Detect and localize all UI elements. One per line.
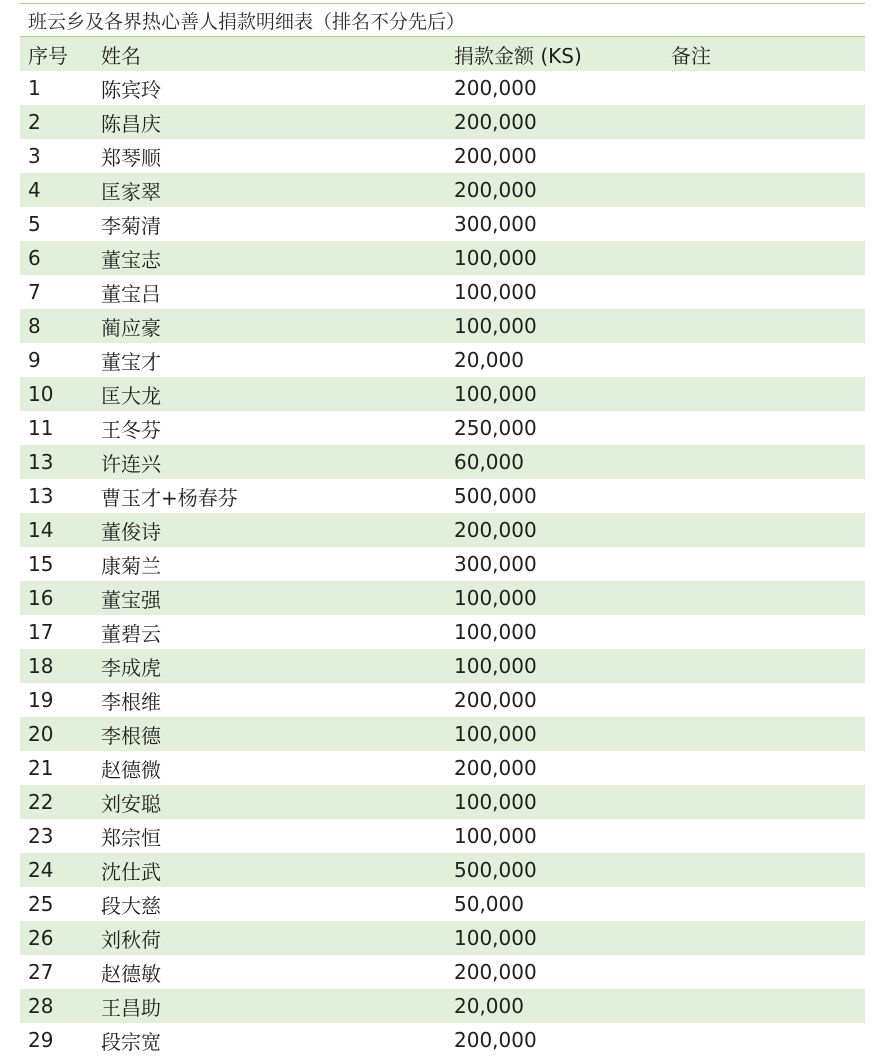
row-amount: 100,000 [454, 824, 537, 848]
row-num: 11 [28, 416, 54, 440]
row-amount: 200,000 [454, 688, 537, 712]
row-name: 许连兴 [101, 451, 161, 476]
row-num: 5 [28, 212, 41, 236]
table-header-row [20, 37, 865, 71]
row-amount: 100,000 [454, 314, 537, 338]
row-num: 10 [28, 382, 54, 406]
row-amount: 200,000 [454, 1028, 537, 1052]
row-num: 2 [28, 110, 41, 134]
row-num: 18 [28, 654, 54, 678]
table-row [20, 819, 865, 853]
row-name: 刘秋荷 [101, 927, 161, 952]
row-num: 1 [28, 76, 41, 100]
table-row [20, 445, 865, 479]
row-name: 赵德微 [101, 757, 161, 782]
header-amount: 捐款金额 (KS) [454, 43, 582, 68]
row-num: 13 [28, 450, 54, 474]
row-name: 王昌助 [101, 995, 161, 1020]
row-name: 董宝志 [101, 247, 161, 272]
table-row [20, 989, 865, 1023]
row-num: 3 [28, 144, 41, 168]
row-name: 董宝才 [101, 349, 161, 374]
row-name: 董宝吕 [101, 281, 161, 306]
row-amount: 50,000 [454, 892, 524, 916]
table-row [20, 751, 865, 785]
row-amount: 100,000 [454, 790, 537, 814]
row-name: 刘安聪 [101, 791, 161, 816]
row-name: 蔺应豪 [101, 315, 161, 340]
row-amount: 100,000 [454, 586, 537, 610]
row-name: 李成虎 [101, 655, 161, 680]
table-row [20, 173, 865, 207]
row-amount: 200,000 [454, 144, 537, 168]
row-name: 段大慈 [101, 893, 161, 918]
row-name: 匡大龙 [101, 383, 161, 408]
row-amount: 20,000 [454, 994, 524, 1018]
row-name: 陈昌庆 [101, 111, 161, 136]
table-row [20, 887, 865, 921]
row-name: 李根德 [101, 723, 161, 748]
row-amount: 300,000 [454, 212, 537, 236]
row-name: 董俊诗 [101, 519, 161, 544]
row-amount: 20,000 [454, 348, 524, 372]
row-num: 13 [28, 484, 54, 508]
table-row [20, 717, 865, 751]
row-name: 段宗宽 [101, 1029, 161, 1054]
row-amount: 100,000 [454, 246, 537, 270]
row-name: 曹玉才+杨春芬 [101, 485, 238, 510]
row-num: 8 [28, 314, 41, 338]
table-row [20, 513, 865, 547]
table-body [20, 71, 865, 1057]
row-num: 19 [28, 688, 54, 712]
row-name: 郑琴顺 [101, 145, 161, 170]
row-num: 23 [28, 824, 54, 848]
row-num: 21 [28, 756, 54, 780]
row-num: 25 [28, 892, 54, 916]
row-amount: 60,000 [454, 450, 524, 474]
header-note: 备注 [671, 43, 711, 68]
table-row [20, 785, 865, 819]
row-name: 李菊清 [101, 213, 161, 238]
table-row [20, 105, 865, 139]
row-num: 26 [28, 926, 54, 950]
row-name: 康菊兰 [101, 553, 161, 578]
row-amount: 200,000 [454, 110, 537, 134]
table-row [20, 71, 865, 105]
row-name: 董碧云 [101, 621, 161, 646]
row-amount: 300,000 [454, 552, 537, 576]
row-amount: 500,000 [454, 484, 537, 508]
table-row [20, 683, 865, 717]
table-row [20, 241, 865, 275]
row-amount: 100,000 [454, 722, 537, 746]
row-name: 赵德敏 [101, 961, 161, 986]
row-num: 14 [28, 518, 54, 542]
donation-table [20, 3, 865, 1057]
table-row [20, 547, 865, 581]
row-amount: 100,000 [454, 280, 537, 304]
table-row [20, 275, 865, 309]
row-num: 16 [28, 586, 54, 610]
row-num: 29 [28, 1028, 54, 1052]
header-num: 序号 [28, 43, 68, 68]
row-amount: 200,000 [454, 178, 537, 202]
row-amount: 100,000 [454, 654, 537, 678]
row-num: 24 [28, 858, 54, 882]
table-row [20, 377, 865, 411]
row-amount: 200,000 [454, 76, 537, 100]
row-amount: 200,000 [454, 960, 537, 984]
row-name: 董宝强 [101, 587, 161, 612]
row-num: 28 [28, 994, 54, 1018]
row-num: 7 [28, 280, 41, 304]
row-amount: 100,000 [454, 620, 537, 644]
row-num: 4 [28, 178, 41, 202]
table-row [20, 581, 865, 615]
row-name: 陈宾玲 [101, 77, 161, 102]
header-name: 姓名 [101, 43, 141, 68]
table-title: 班云乡及各界热心善人捐款明细表（排名不分先后） [20, 3, 865, 37]
table-row [20, 479, 865, 513]
row-num: 22 [28, 790, 54, 814]
table-row [20, 139, 865, 173]
table-row [20, 343, 865, 377]
table-row [20, 411, 865, 445]
row-amount: 500,000 [454, 858, 537, 882]
row-name: 李根维 [101, 689, 161, 714]
row-num: 20 [28, 722, 54, 746]
row-name: 沈仕武 [101, 859, 161, 884]
table-row [20, 921, 865, 955]
table-row [20, 615, 865, 649]
row-amount: 250,000 [454, 416, 537, 440]
table-row [20, 309, 865, 343]
row-num: 17 [28, 620, 54, 644]
table-row [20, 853, 865, 887]
table-row [20, 207, 865, 241]
row-num: 27 [28, 960, 54, 984]
row-num: 6 [28, 246, 41, 270]
table-row [20, 955, 865, 989]
row-amount: 200,000 [454, 518, 537, 542]
row-name: 郑宗恒 [101, 825, 161, 850]
table-row [20, 1023, 865, 1057]
row-name: 匡家翠 [101, 179, 161, 204]
row-amount: 100,000 [454, 382, 537, 406]
table-row [20, 649, 865, 683]
row-num: 15 [28, 552, 54, 576]
row-num: 9 [28, 348, 41, 372]
row-amount: 200,000 [454, 756, 537, 780]
row-name: 王冬芬 [101, 417, 161, 442]
row-amount: 100,000 [454, 926, 537, 950]
